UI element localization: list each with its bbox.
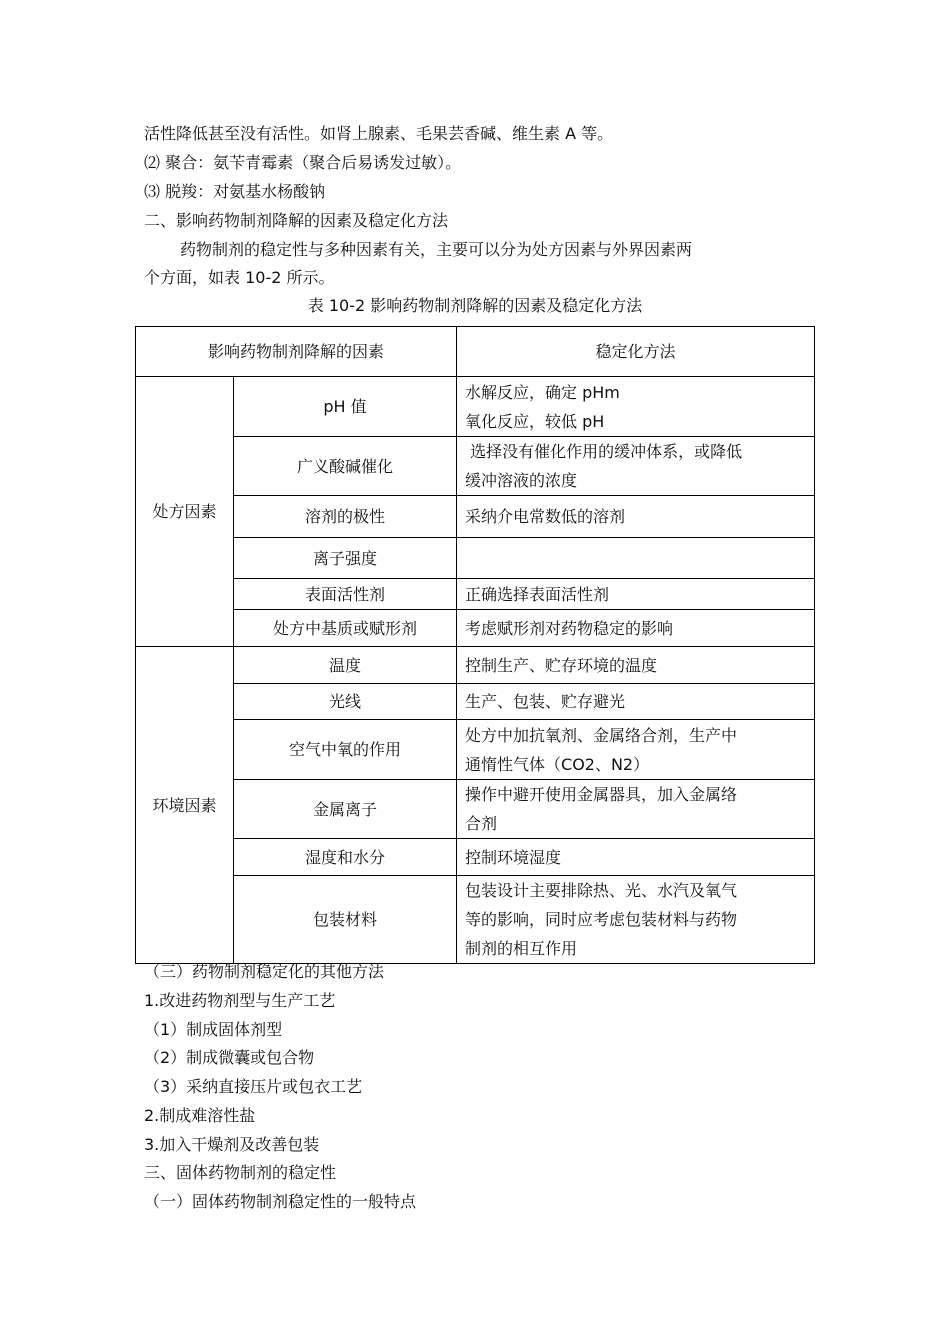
factor-cell: pH 值 bbox=[234, 377, 457, 437]
subsection-heading: （三）药物制剂稳定化的其他方法 bbox=[144, 962, 385, 981]
method-cell: 采纳介电常数低的溶剂 bbox=[457, 496, 815, 538]
text-line: 2.制成难溶性盐 bbox=[144, 1106, 256, 1125]
factor-cell: 金属离子 bbox=[234, 780, 457, 839]
method-cell: 操作中避开使用金属器具，加入金属络 合剂 bbox=[457, 780, 815, 839]
factor-cell: 表面活性剂 bbox=[234, 579, 457, 610]
paragraph-line: 个方面，如表 10-2 所示。 bbox=[144, 268, 335, 287]
text-line: ⑶ 脱羧：对氨基水杨酸钠 bbox=[144, 182, 326, 201]
paragraph-line: 药物制剂的稳定性与多种因素有关，主要可以分为处方因素与外界因素两 bbox=[180, 240, 693, 259]
method-cell: 控制生产、贮存环境的温度 bbox=[457, 647, 815, 684]
table-caption: 表 10-2 影响药物制剂降解的因素及稳定化方法 bbox=[307, 296, 643, 315]
method-cell: 生产、包装、贮存避光 bbox=[457, 684, 815, 720]
table-header-method: 稳定化方法 bbox=[457, 327, 815, 377]
group-label: 处方因素 bbox=[136, 377, 234, 647]
text-line: ⑵ 聚合：氨苄青霉素（聚合后易诱发过敏）。 bbox=[144, 153, 462, 172]
factor-cell: 离子强度 bbox=[234, 538, 457, 579]
text-line: （1）制成固体剂型 bbox=[144, 1020, 283, 1039]
text-line: 3.加入干燥剂及改善包装 bbox=[144, 1135, 320, 1154]
text-line: （2）制成微囊或包合物 bbox=[144, 1048, 315, 1067]
method-cell: 处方中加抗氧剂、金属络合剂，生产中 通惰性气体（CO2、N2） bbox=[457, 720, 815, 780]
method-cell: 选择没有催化作用的缓冲体系，或降低 缓冲溶液的浓度 bbox=[457, 437, 815, 496]
factor-cell: 处方中基质或赋形剂 bbox=[234, 610, 457, 647]
section-heading: 三、固体药物制剂的稳定性 bbox=[144, 1163, 337, 1182]
method-cell: 包装设计主要排除热、光、水汽及氧气 等的影响，同时应考虑包装材料与药物 制剂的相互作用 bbox=[457, 876, 815, 964]
method-cell: 控制环境湿度 bbox=[457, 839, 815, 876]
method-cell: 正确选择表面活性剂 bbox=[457, 579, 815, 610]
section-heading: 二、影响药物制剂降解的因素及稳定化方法 bbox=[144, 211, 449, 230]
factor-cell: 广义酸碱催化 bbox=[234, 437, 457, 496]
factor-cell: 湿度和水分 bbox=[234, 839, 457, 876]
text-line: 活性降低甚至没有活性。如肾上腺素、毛果芸香碱、维生素 A 等。 bbox=[144, 124, 614, 143]
method-cell: 水解反应，确定 pHm 氧化反应，较低 pH bbox=[457, 377, 815, 437]
factor-cell: 溶剂的极性 bbox=[234, 496, 457, 538]
method-cell: 考虑赋形剂对药物稳定的影响 bbox=[457, 610, 815, 647]
table-header-factor: 影响药物制剂降解的因素 bbox=[136, 327, 457, 377]
factor-cell: 光线 bbox=[234, 684, 457, 720]
factor-cell: 包装材料 bbox=[234, 876, 457, 964]
text-line: 1.改进药物剂型与生产工艺 bbox=[144, 991, 336, 1010]
factor-cell: 空气中氧的作用 bbox=[234, 720, 457, 780]
subsection-heading: （一）固体药物制剂稳定性的一般特点 bbox=[144, 1192, 417, 1211]
factor-cell: 温度 bbox=[234, 647, 457, 684]
group-label: 环境因素 bbox=[136, 647, 234, 964]
method-cell bbox=[457, 538, 815, 579]
text-line: （3）采纳直接压片或包衣工艺 bbox=[144, 1077, 363, 1096]
factors-table bbox=[135, 326, 815, 964]
